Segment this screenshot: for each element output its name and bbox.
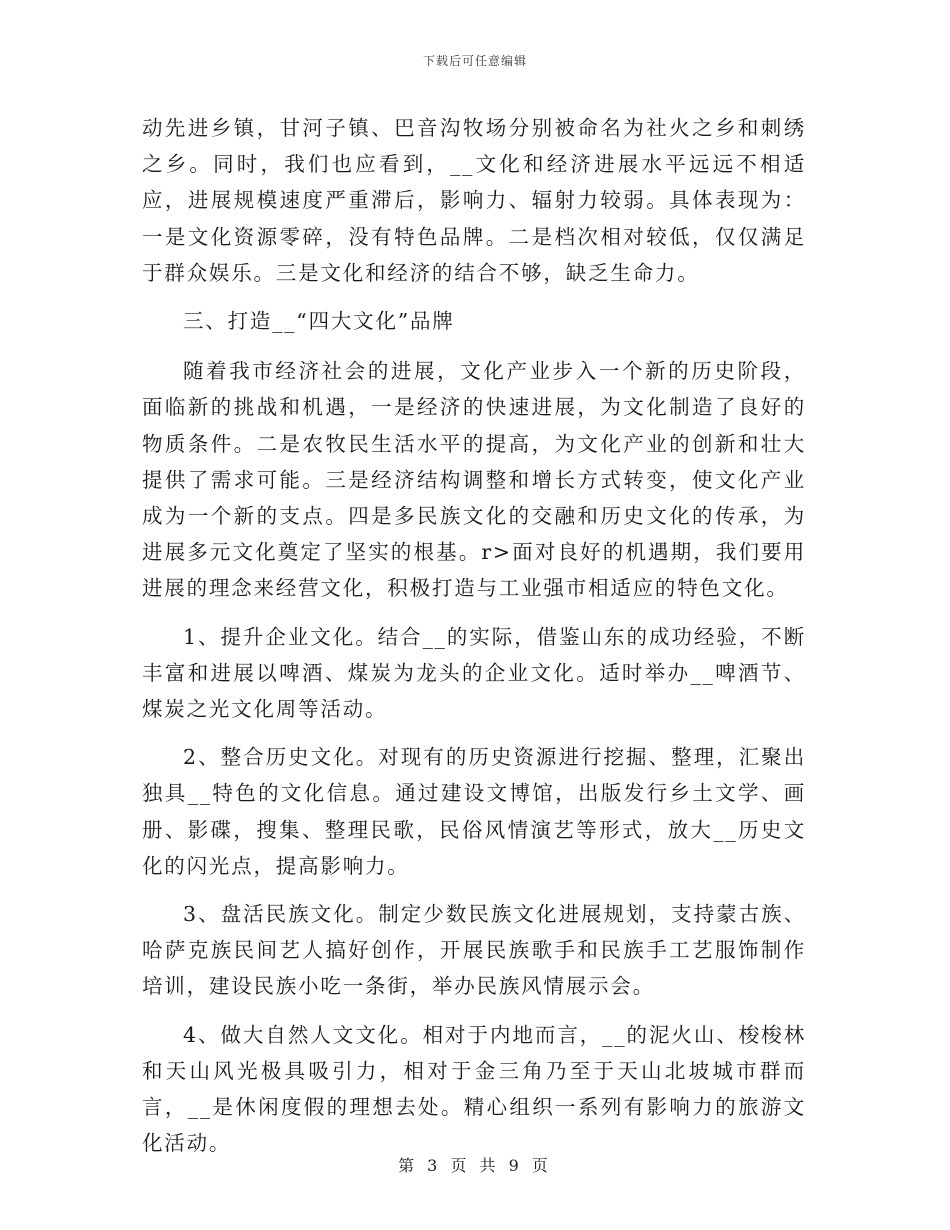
- document-body: [142, 110, 806, 1161]
- section-heading: 三、打造__“四大文化”品牌: [183, 309, 455, 334]
- paragraph-historical-culture: 2、整合历史文化。对现有的历史资源进行挖掘、整理，汇聚出独具__特色的文化信息。通过建设文博馆，出版发行乡土文学、画册、影碟，搜集、整理民歌，民俗风情演艺等形式，放大__历史文化的闪光点，提高影响力。: [142, 745, 806, 878]
- paragraph-natural-culture: 4、做大自然人文文化。相对于内地而言，__的泥火山、梭梭林和天山风光极具吸引力，相对于金三角乃至于天山北坡城市群而言，__是休闲度假的理想去处。精心组织一系列有影响力的旅游文化活动。: [142, 1022, 806, 1156]
- page-header: 下载后可任意编辑: [422, 54, 527, 68]
- page-number: 第 3 页 共 9 页: [398, 1156, 552, 1175]
- paragraph-enterprise-culture: 1、提升企业文化。结合__的实际，借鉴山东的成功经验，不断丰富和进展以啤酒、煤炭为龙头的企业文化。适时举办__啤酒节、煤炭之光文化周等活动。: [142, 624, 806, 722]
- paragraph-opportunities: 随着我市经济社会的进展，文化产业步入一个新的历史阶段，面临新的挑战和机遇，一是经济的快速进展，为文化制造了良好的物质条件。二是农牧民生活水平的提高，为文化产业的创新和壮大提供了需求可能。三是经济结构调整和增长方式转变，使文化产业成为一个新的支点。四是多民族文化的交融和历史文化的传承，为进展多元文化奠定了坚实的根基。r>面对良好的机遇期，我们要用进展的理念来经营文化，积极打造与工业强市相适应的特色文化。: [142, 359, 806, 601]
- paragraph-continuation: 动先进乡镇，甘河子镇、巴音沟牧场分别被命名为社火之乡和刺绣之乡。同时，我们也应看到，__文化和经济进展水平远远不相适应，进展规模速度严重滞后，影响力、辐射力较弱。具体表现为：一是文化资源零碎，没有特色品牌。二是档次相对较低，仅仅满足于群众娱乐。三是文化和经济的结合不够，缺乏生命力。: [142, 116, 806, 285]
- paragraph-ethnic-culture: 3、盘活民族文化。制定少数民族文化进展规划，支持蒙古族、哈萨克族民间艺人搞好创作，开展民族歌手和民族手工艺服饰制作培训，建设民族小吃一条街，举办民族风情展示会。: [142, 902, 806, 999]
